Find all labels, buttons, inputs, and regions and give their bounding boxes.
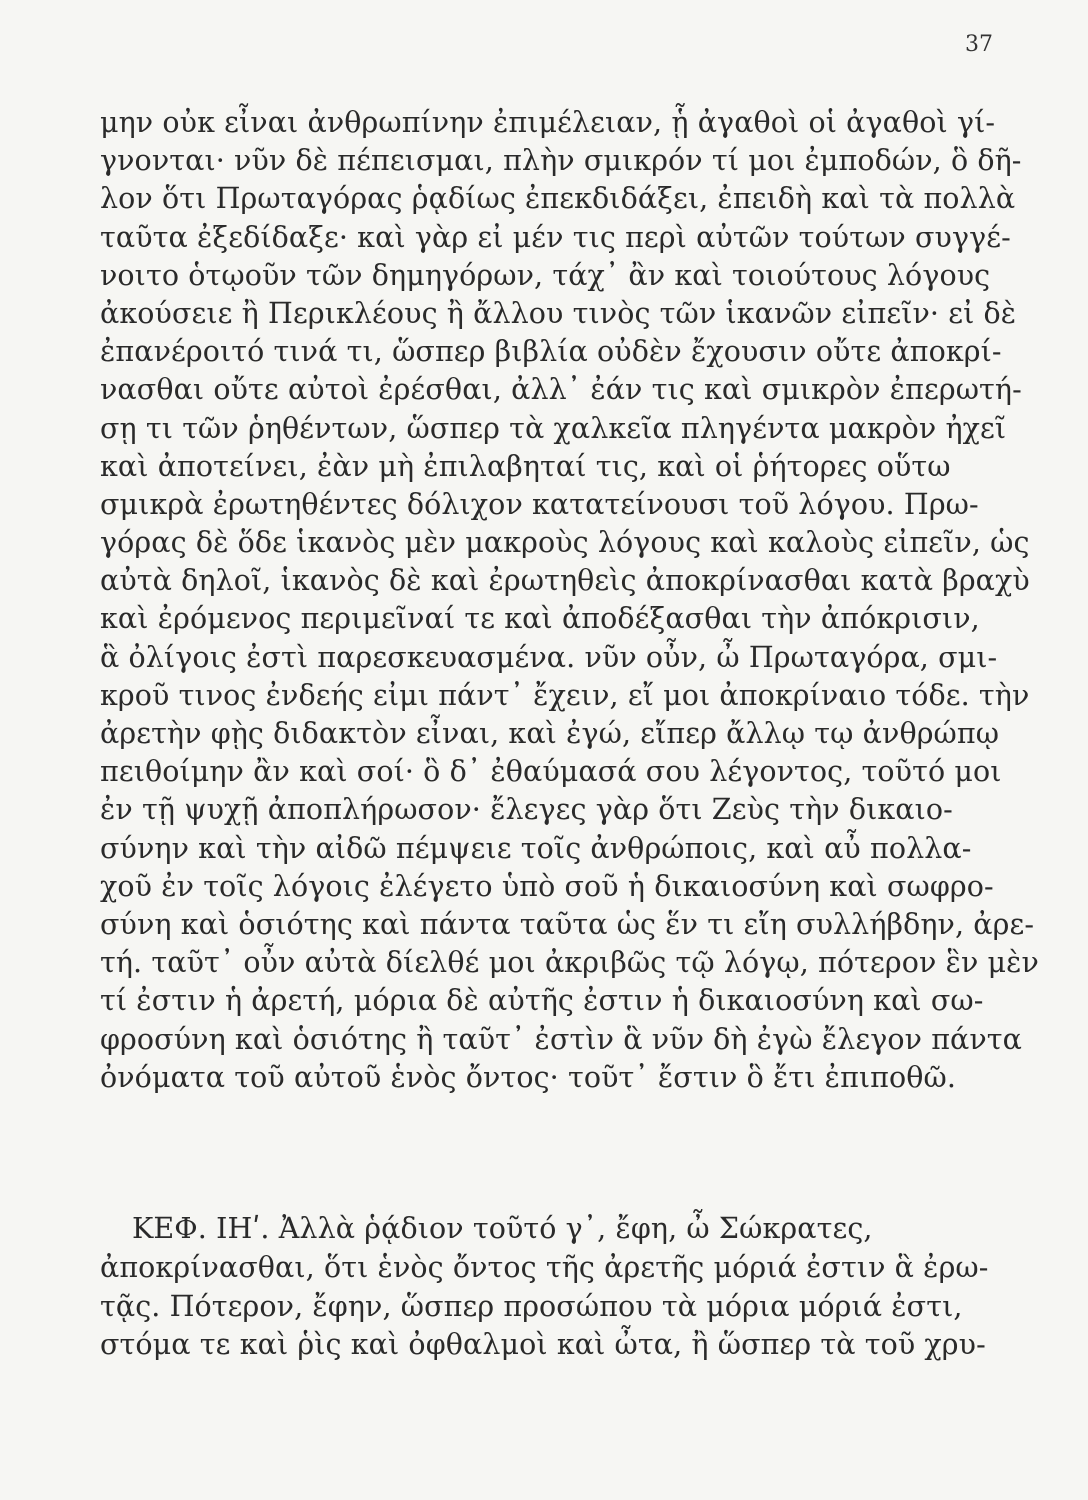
text-line: ἀρετὴν φῂς διδακτὸν εἶναι, καὶ ἐγώ, εἴπερ ἄλλῳ τῳ ἀνθρώπῳ (100, 717, 1000, 750)
text-line: καὶ ἐρόμενος περιμεῖναί τε καὶ ἀποδέξασθαι τὴν ἀπόκρισιν, (100, 602, 980, 636)
page-number: 37 (965, 32, 993, 57)
text-line: ταῦτα ἐξεδίδαξε· καὶ γὰρ εἰ μέν τις περὶ αὐτῶν τούτων συγγέ- (100, 220, 1011, 254)
text-line: γόρας δὲ ὅδε ἱκανὸς μὲν μακροὺς λόγους καὶ καλοὺς εἰπεῖν, ὡς (100, 526, 1030, 560)
chapter-heading-line: ΚΕΦ. ΙΗʹ. Ἀλλὰ ῥᾴδιον τοῦτό γ᾽, ἔφη, ὦ Σώκρατες, (132, 1212, 873, 1245)
text-line: ἐν τῇ ψυχῇ ἀποπλήρωσον· ἔλεγες γὰρ ὅτι Ζεὺς τὴν δικαιο- (100, 793, 953, 827)
text-line: σύνη καὶ ὁσιότης καὶ πάντα ταῦτα ὡς ἕν τι εἴη συλλήβδην, ἀρε- (100, 907, 1035, 941)
text-line: τή. ταῦτ᾽ οὖν αὐτὰ δίελθέ μοι ἀκριβῶς τῷ λόγῳ, πότερον ἓν μὲν (100, 946, 1039, 980)
text-line: ἃ ὀλίγοις ἐστὶ παρεσκευασμένα. νῦν οὖν, ὦ Πρωταγόρα, σμι- (100, 640, 998, 674)
paragraph-1 (100, 104, 1039, 1097)
text-line: γνονται· νῦν δὲ πέπεισμαι, πλὴν σμικρόν τί μοι ἐμποδών, ὃ δῆ- (100, 144, 1022, 178)
text-line: λον ὅτι Πρωταγόρας ῥᾳδίως ἐπεκδιδάξει, ἐπειδὴ καὶ τὰ πολλὰ (100, 182, 1016, 216)
text-line: μην οὐκ εἶναι ἀνθρωπίνην ἐπιμέλειαν, ᾗ ἀγαθοὶ οἱ ἀγαθοὶ γί- (100, 106, 996, 139)
text-line: κροῦ τινος ἐνδεής εἰμι πάντ᾽ ἔχειν, εἴ μοι ἀποκρίναιο τόδε. τὴν (100, 678, 1030, 712)
text-line: στόμα τε καὶ ῥὶς καὶ ὀφθαλμοὶ καὶ ὦτα, ἢ ὥσπερ τὰ τοῦ χρυ- (100, 1328, 986, 1362)
text-line: πειθοίμην ἂν καὶ σοί· ὃ δ᾽ ἐθαύμασά σου λέγοντος, τοῦτό μοι (100, 755, 1002, 789)
text-line: χοῦ ἐν τοῖς λόγοις ἐλέγετο ὑπὸ σοῦ ἡ δικαιοσύνη καὶ σωφρο- (100, 869, 994, 903)
text-line: φροσύνη καὶ ὁσιότης ἢ ταῦτ᾽ ἐστὶν ἃ νῦν δὴ ἐγὼ ἔλεγον πάντα (100, 1022, 1023, 1056)
text-line: αὐτὰ δηλοῖ, ἱκανὸς δὲ καὶ ἐρωτηθεὶς ἀποκρίνασθαι κατὰ βραχὺ (100, 564, 1030, 598)
text-line: τί ἐστιν ἡ ἀρετή, μόρια δὲ αὐτῆς ἐστιν ἡ δικαιοσύνη καὶ σω- (100, 984, 984, 1018)
text-line: ὀνόματα τοῦ αὐτοῦ ἑνὸς ὄντος· τοῦτ᾽ ἔστιν ὃ ἔτι ἐπιποθῶ. (100, 1060, 957, 1094)
text-line: ἀκούσειε ἢ Περικλέους ἢ ἄλλου τινὸς τῶν ἱκανῶν εἰπεῖν· εἰ δὲ (100, 296, 1017, 330)
text-line: τᾷς. Πότερον, ἔφην, ὥσπερ προσώπου τὰ μόρια μόριά ἐστι, (100, 1289, 963, 1323)
text-line: σύνην καὶ τὴν αἰδῶ πέμψειε τοῖς ἀνθρώποις, καὶ αὖ πολλα- (100, 831, 972, 865)
text-line: ἀποκρίνασθαι, ὅτι ἑνὸς ὄντος τῆς ἀρετῆς μόριά ἐστιν ἃ ἐρω- (100, 1250, 989, 1284)
text-line: ἐπανέροιτό τινά τι, ὥσπερ βιβλία οὐδὲν ἔχουσιν οὔτε ἀποκρί- (100, 335, 1002, 369)
text-line: νοιτο ὁτῳοῦν τῶν δημηγόρων, τάχ᾽ ἂν καὶ τοιούτους λόγους (100, 258, 991, 292)
paragraph-2 (100, 1210, 1000, 1365)
text-line: νασθαι οὔτε αὐτοὶ ἐρέσθαι, ἀλλ᾽ ἐάν τις καὶ σμικρὸν ἐπερωτή- (100, 373, 1022, 407)
text-line: καὶ ἀποτείνει, ἐὰν μὴ ἐπιλαβηταί τις, καὶ οἱ ῥήτορες οὕτω (100, 449, 951, 483)
text-line: σῃ τι τῶν ῥηθέντων, ὥσπερ τὰ χαλκεῖα πληγέντα μακρὸν ἠχεῖ (100, 411, 1007, 445)
text-line: σμικρὰ ἐρωτηθέντες δόλιχον κατατείνουσι τοῦ λόγου. Πρω- (100, 487, 979, 521)
